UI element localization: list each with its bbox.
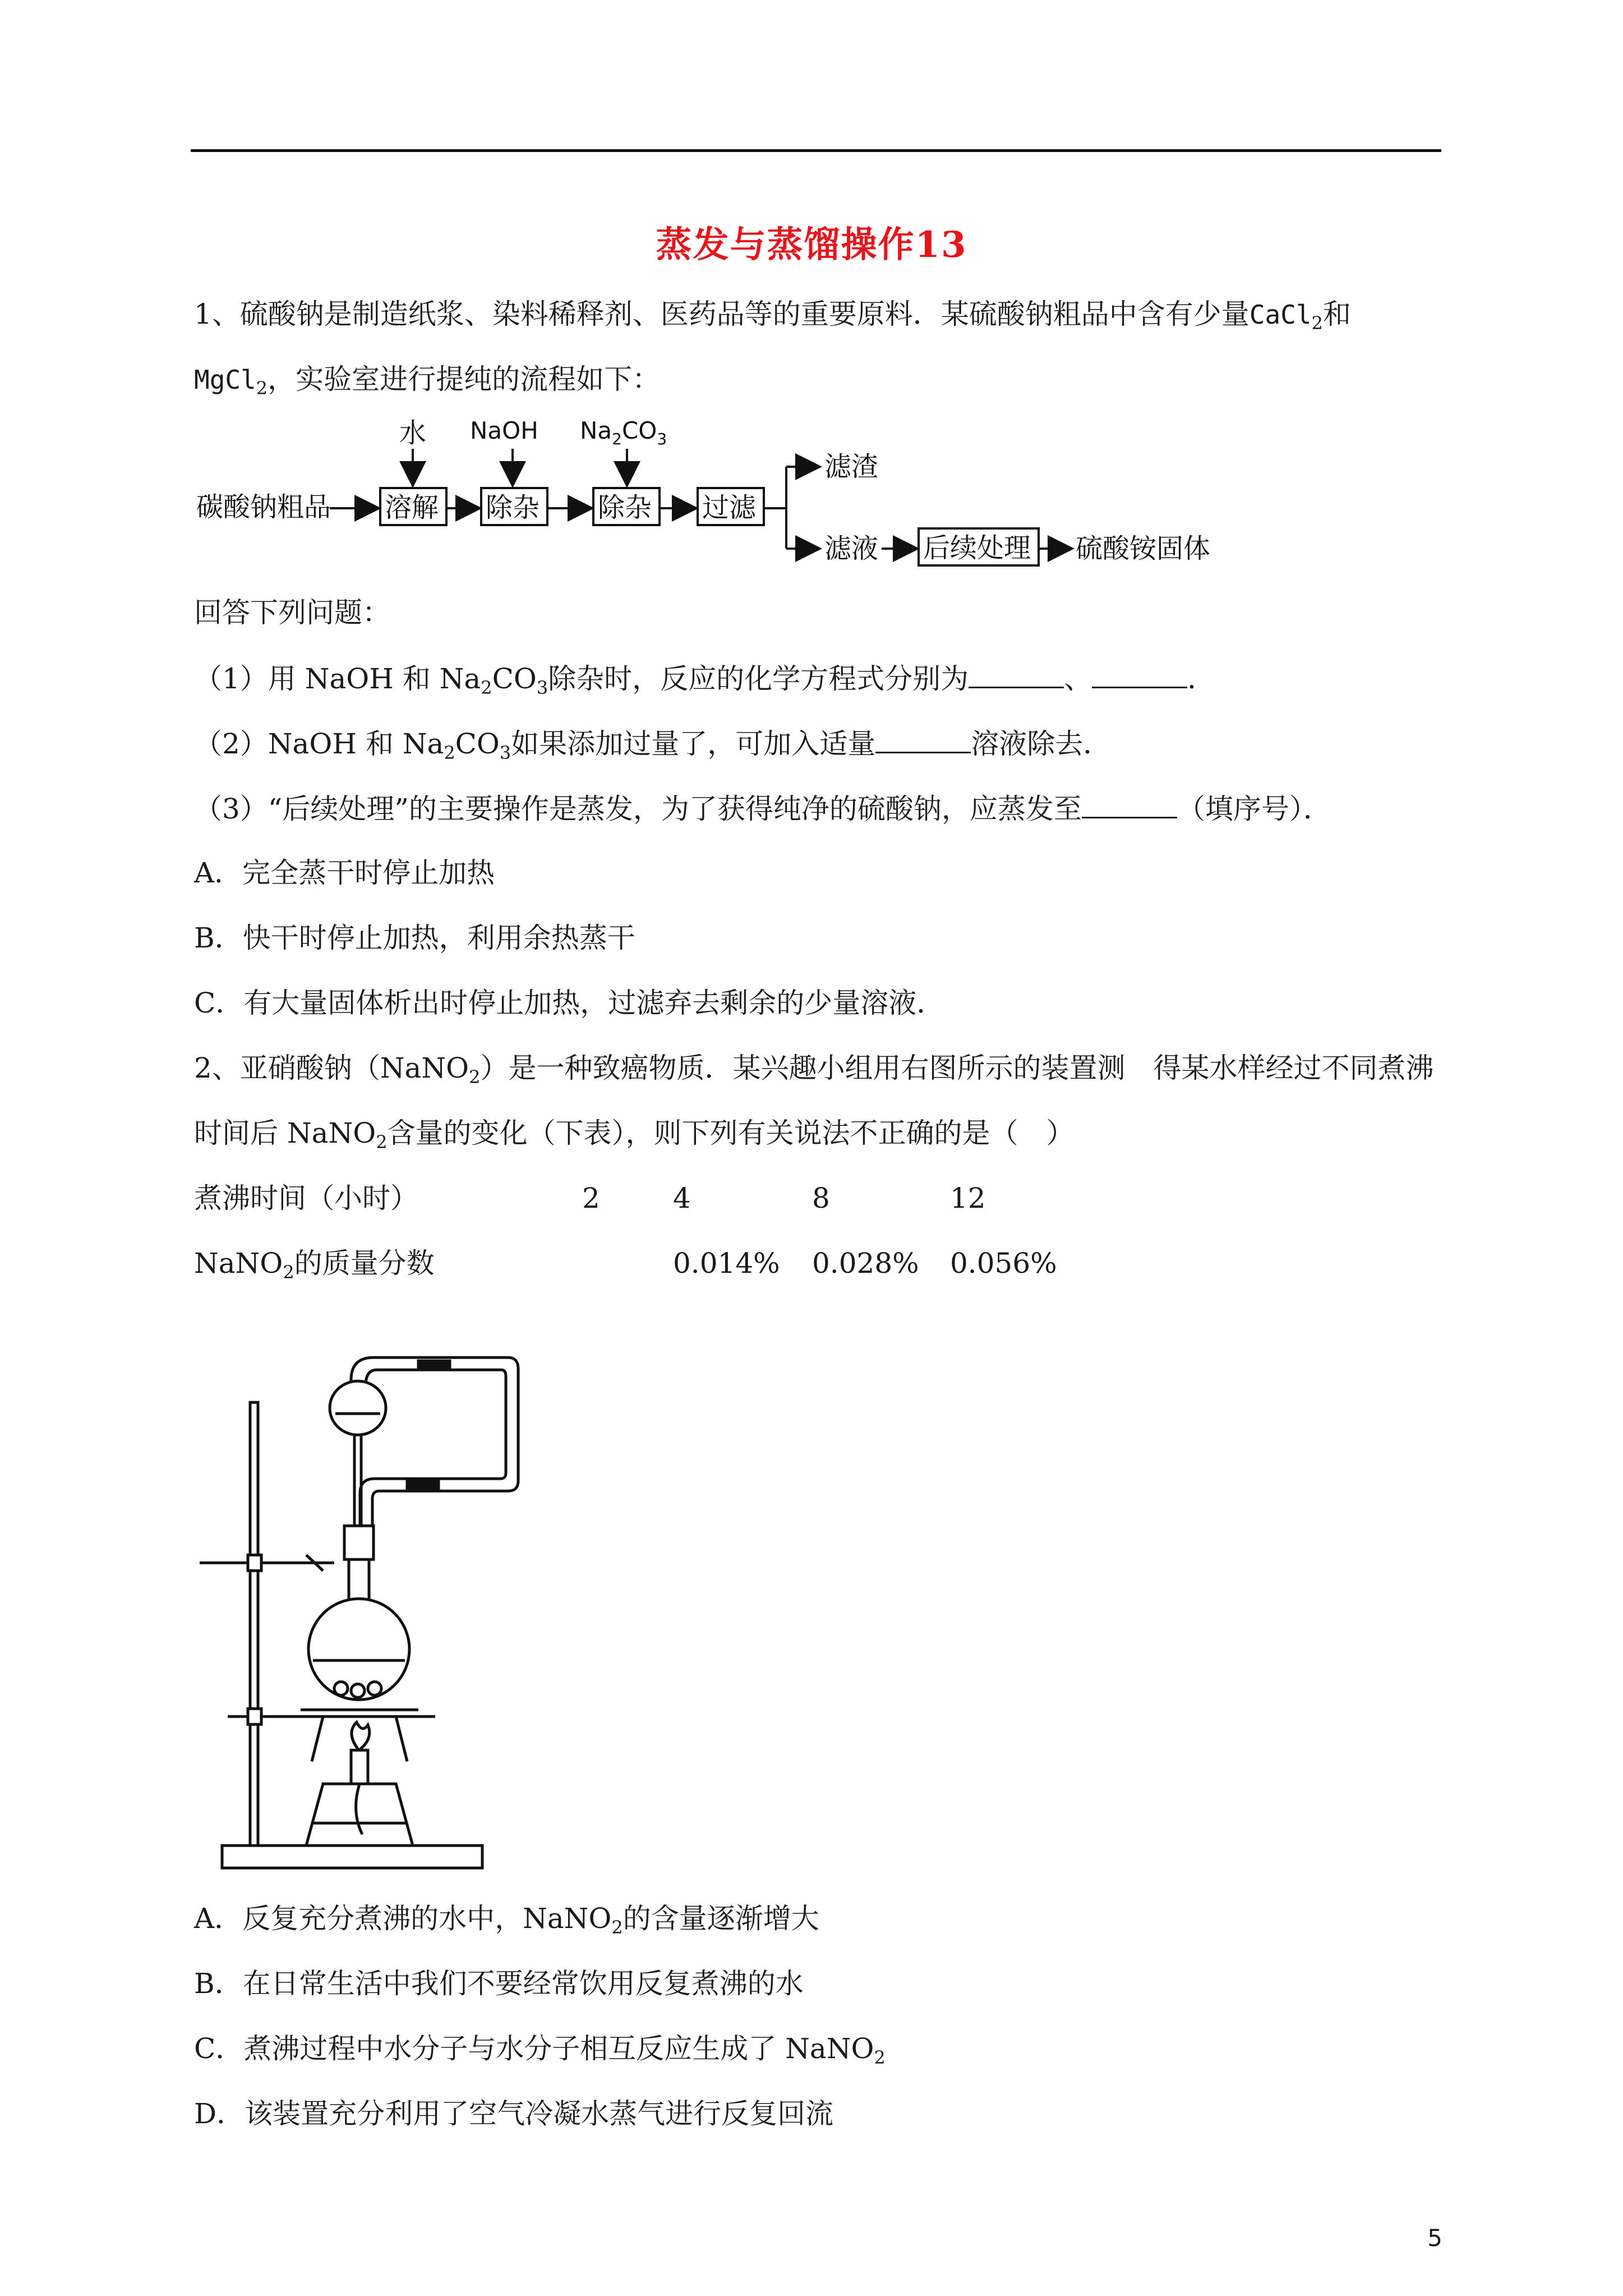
flow-reagent-water: 水 xyxy=(399,417,427,449)
q2-option-a[interactable]: A．反复充分煮沸的水中，NaNO$_2$的含量逐渐增大 xyxy=(194,1902,819,1938)
table-row-time-label: 煮沸时间（小时） xyxy=(194,1182,418,1214)
q1-part1: （1）用 NaOH 和 $Na_2CO_3$除杂时，反应的化学方程式分别为 、 ． xyxy=(194,662,1216,698)
q1-stem-line1: 1、硫酸钠是制造纸浆、染料稀释剂、医药品等的重要原料．某硫酸钠粗品中含有少量CaCl$_2$和 xyxy=(194,298,1351,334)
flow-step-dissolve: 溶解 xyxy=(385,492,439,523)
answer-blank[interactable] xyxy=(1092,662,1187,688)
page-title: 蒸发与蒸馏操作13 xyxy=(656,224,967,266)
q1-option-b[interactable]: B．快干时停止加热，利用余热蒸干 xyxy=(194,922,635,954)
flow-reagent-na2co3: $Na_2CO_3$ xyxy=(580,417,667,448)
q1-option-a[interactable]: A．完全蒸干时停止加热 xyxy=(194,857,495,889)
table-fraction-value: 0.014% xyxy=(673,1247,780,1280)
reflux-apparatus-diagram xyxy=(194,1346,542,1879)
flow-output-filtrate: 滤液 xyxy=(824,533,879,564)
flow-output-residue: 滤渣 xyxy=(824,451,879,482)
q2-option-b[interactable]: B．在日常生活中我们不要经常饮用反复煮沸的水 xyxy=(194,1967,804,2000)
table-fraction-value: 0.056% xyxy=(950,1247,1057,1280)
flow-step-posttreatment: 后续处理 xyxy=(923,532,1031,564)
flow-step-remove2: 除杂 xyxy=(598,492,652,523)
q1-stem-line2: MgCl$_2$，实验室进行提纯的流程如下： xyxy=(194,363,661,399)
q1-part3: （3）“后续处理”的主要操作是蒸发，为了获得纯净的硫酸钠，应蒸发至 （填序号）． xyxy=(194,793,1331,825)
answer-blank[interactable] xyxy=(875,727,971,753)
table-row-fraction-label: NaNO$_2$的质量分数 xyxy=(194,1247,435,1283)
flow-step-filter: 过滤 xyxy=(702,492,757,523)
answer-intro: 回答下列问题： xyxy=(194,596,390,629)
q1-option-c[interactable]: C．有大量固体析出时停止加热，过滤弃去剩余的少量溶液． xyxy=(194,987,945,1019)
flow-product: 硫酸铵固体 xyxy=(1076,533,1211,564)
header-rule xyxy=(191,149,1441,152)
q2-option-c[interactable]: C．煮沸过程中水分子与水分子相互反应生成了 NaNO$_2$ xyxy=(194,2032,886,2068)
table-fraction-value: 0.028% xyxy=(812,1247,919,1280)
flow-input-label: 碳酸钠粗品 xyxy=(196,491,331,523)
q1-part2: （2）NaOH 和 $Na_2CO_3$如果添加过量了，可加入适量 溶液除去． xyxy=(194,728,1112,763)
flow-step-remove1: 除杂 xyxy=(486,492,540,523)
page-number: 5 xyxy=(1427,2224,1442,2252)
q2-stem-line1: 2、亚硝酸钠（NaNO$_2$）是一种致癌物质．某兴趣小组用右图所示的装置测 得某水样经过不同煮沸 xyxy=(194,1052,1434,1088)
table-time-value: 2 xyxy=(582,1182,600,1214)
table-time-value: 8 xyxy=(812,1182,830,1214)
flow-reagent-naoh: NaOH xyxy=(470,417,538,444)
purification-flowchart xyxy=(191,415,1312,572)
answer-blank[interactable] xyxy=(969,662,1064,688)
table-time-value: 4 xyxy=(673,1182,691,1214)
q2-option-d[interactable]: D．该装置充分利用了空气冷凝水蒸气进行反复回流 xyxy=(194,2097,834,2130)
q2-stem-line2: 时间后 NaNO$_2$含量的变化（下表），则下列有关说法不正确的是（ ） xyxy=(194,1117,1075,1153)
table-time-value: 12 xyxy=(950,1182,986,1214)
answer-blank[interactable] xyxy=(1082,792,1177,818)
